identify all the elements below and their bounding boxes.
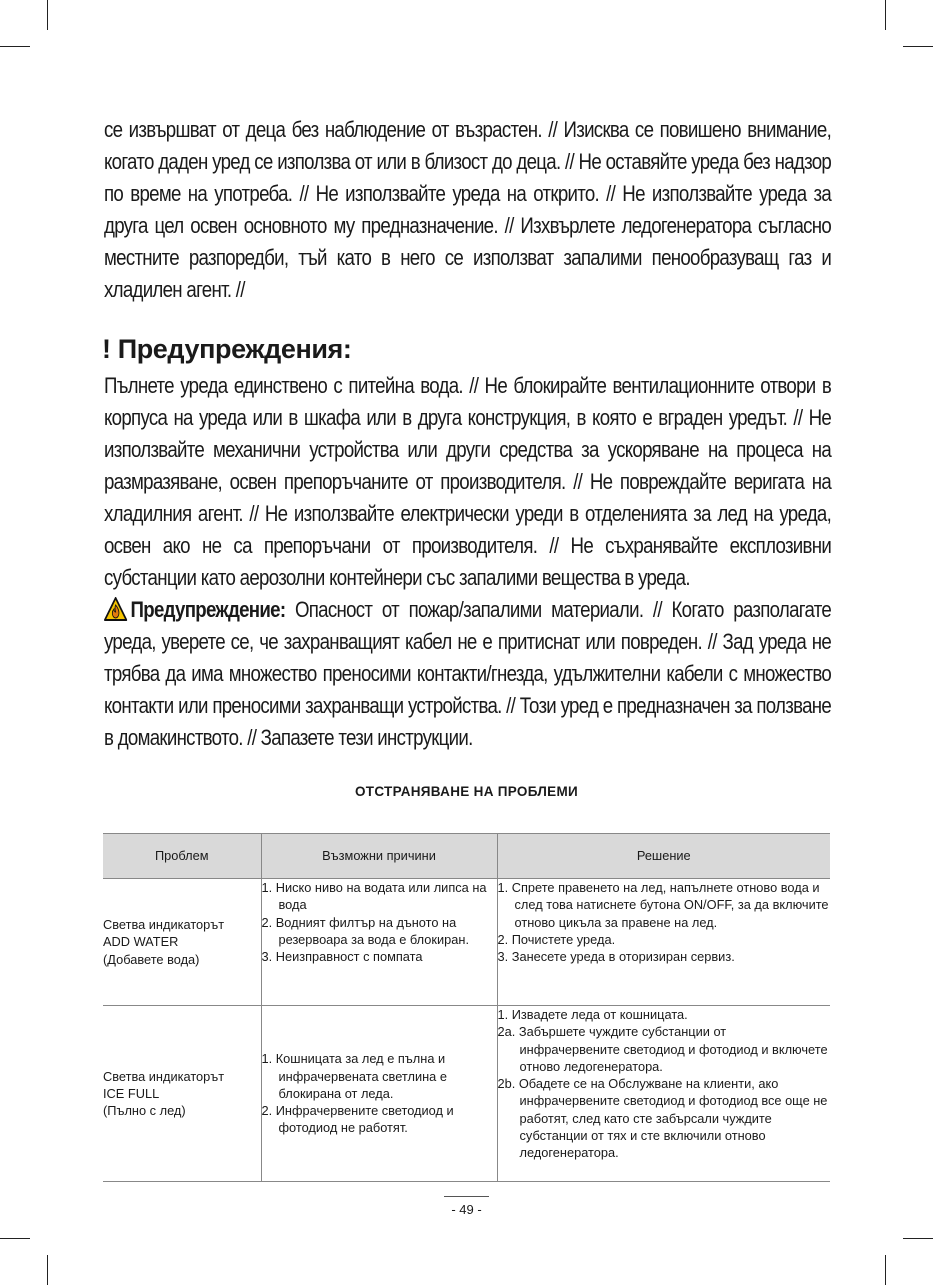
page-number: - 49 - xyxy=(451,1202,482,1217)
warnings-body xyxy=(104,370,831,754)
solution-item: 2a. Забършете чуждите субстанции от инфрачервените светодиод и фотодиод и включете отново ледогенератора. xyxy=(497,1024,828,1074)
cause-item: 2. Инфрачервените светодиод и фотодиод не работят. xyxy=(261,1103,454,1136)
problem-line: ICE FULL xyxy=(103,1085,160,1101)
problem-line: (Добавете вода) xyxy=(103,951,200,967)
warnings-text: Пълнете уреда единствено с питейна вода. // Не блокирайте вентилационните отвори в корпуса на уреда или в шкафа или в друга конструкция, в която е вграден уредът. // Не използвайте механични устройства или други средства за ускоряване на процеса на размразяване, освен препоръчаните от производителя. // Не повреждайте веригата на хладилния агент. // Не използвайте електрически уреди в отделенията за лед на уреда, освен ако не са препоръчани от производителя. // Не съхранявайте експлозивни субстанции като аерозолни контейнери със запалими вещества в уреда. xyxy=(104,373,832,590)
solution-item: 3. Занесете уреда в оторизиран сервиз. xyxy=(497,949,735,965)
header-problem: Проблем xyxy=(103,834,261,879)
causes-cell xyxy=(261,879,497,1006)
crop-mark xyxy=(0,46,30,47)
solution-item: 1. Извадете леда от кошницата. xyxy=(497,1007,688,1022)
fire-warning-label: Предупреждение: xyxy=(130,597,286,622)
troubleshooting-table xyxy=(103,833,830,1182)
problem-line: ADD WATER xyxy=(103,934,179,950)
causes-cell xyxy=(261,1006,497,1182)
table-row xyxy=(103,1006,830,1182)
crop-mark xyxy=(903,46,933,47)
cause-item: 1. Кошницата за лед е пълна и инфрачервената светлина е блокирана от леда. xyxy=(261,1051,447,1101)
header-solution: Решение xyxy=(497,834,830,879)
fire-warning-text: Опасност от пожар/запалими материали. // Когато разполагате уреда, уверете се, че захранващият кабел не е притиснат или повреден. // Зад уреда не трябва да има множество преносими контакти/гнезда, удължителни кабели с множество контакти или преносими захранващи устройства. // Този уред е предназначен за ползване в домакинството. // Запазете тези инструкции. xyxy=(104,597,832,750)
problem-line: (Пълно с лед) xyxy=(103,1103,186,1119)
cause-item: 2. Водният филтър на дъното на резервоара за вода е блокиран. xyxy=(261,914,470,947)
crop-mark xyxy=(47,0,48,30)
solutions-cell xyxy=(497,1006,830,1182)
page-number-rule xyxy=(444,1196,489,1197)
solutions-cell xyxy=(497,879,830,1006)
problem-cell xyxy=(103,1006,261,1182)
table-header-row xyxy=(103,834,830,879)
solution-item: 2b. Обадете се на Обслужване на клиенти, ако инфрачервените светодиод и фотодиод все още не работят, след като сте забърсали чуждите субстанции от тях и сте включили отново ледогенератора. xyxy=(497,1076,828,1161)
cause-item: 3. Неизправност с помпата xyxy=(261,949,423,965)
fire-warning-icon xyxy=(104,597,127,621)
crop-mark xyxy=(0,1238,30,1239)
crop-mark xyxy=(885,1255,886,1285)
crop-mark xyxy=(903,1238,933,1239)
solution-item: 1. Спрете правенето на лед, напълнете отново вода и след това натиснете бутона ON/OFF, за да включите отново цикъла за правене на лед. xyxy=(497,880,829,930)
problem-line: Светва индикаторът xyxy=(103,1068,225,1084)
crop-mark xyxy=(885,0,886,30)
header-causes: Възможни причини xyxy=(261,834,497,879)
warnings-heading: ! Предупреждения: xyxy=(102,334,352,364)
crop-mark xyxy=(47,1255,48,1285)
troubleshooting-title: ОТСТРАНЯВАНЕ НА ПРОБЛЕМИ xyxy=(354,784,579,799)
solution-item: 2. Почистете уреда. xyxy=(497,931,616,947)
problem-cell xyxy=(103,879,261,1006)
intro-paragraph: се извършват от деца без наблюдение от възрастен. // Изисква се повишено внимание, когато даден уред се използва от или в близост до деца. // Не оставяйте уреда без надзор по време на употреба. // Не използвайте уреда на открито. // Не използвайте уреда за друга цел освен основното му предназначение. // Изхвърлете ледогенератора съгласно местните разпоредби, тъй като в него се използват запалими пенообразуващ газ и хладилен агент. // xyxy=(104,117,832,302)
problem-line: Светва индикаторът xyxy=(103,917,225,933)
cause-item: 1. Ниско ниво на водата или липса на вода xyxy=(261,880,487,913)
table-row xyxy=(103,879,830,1006)
